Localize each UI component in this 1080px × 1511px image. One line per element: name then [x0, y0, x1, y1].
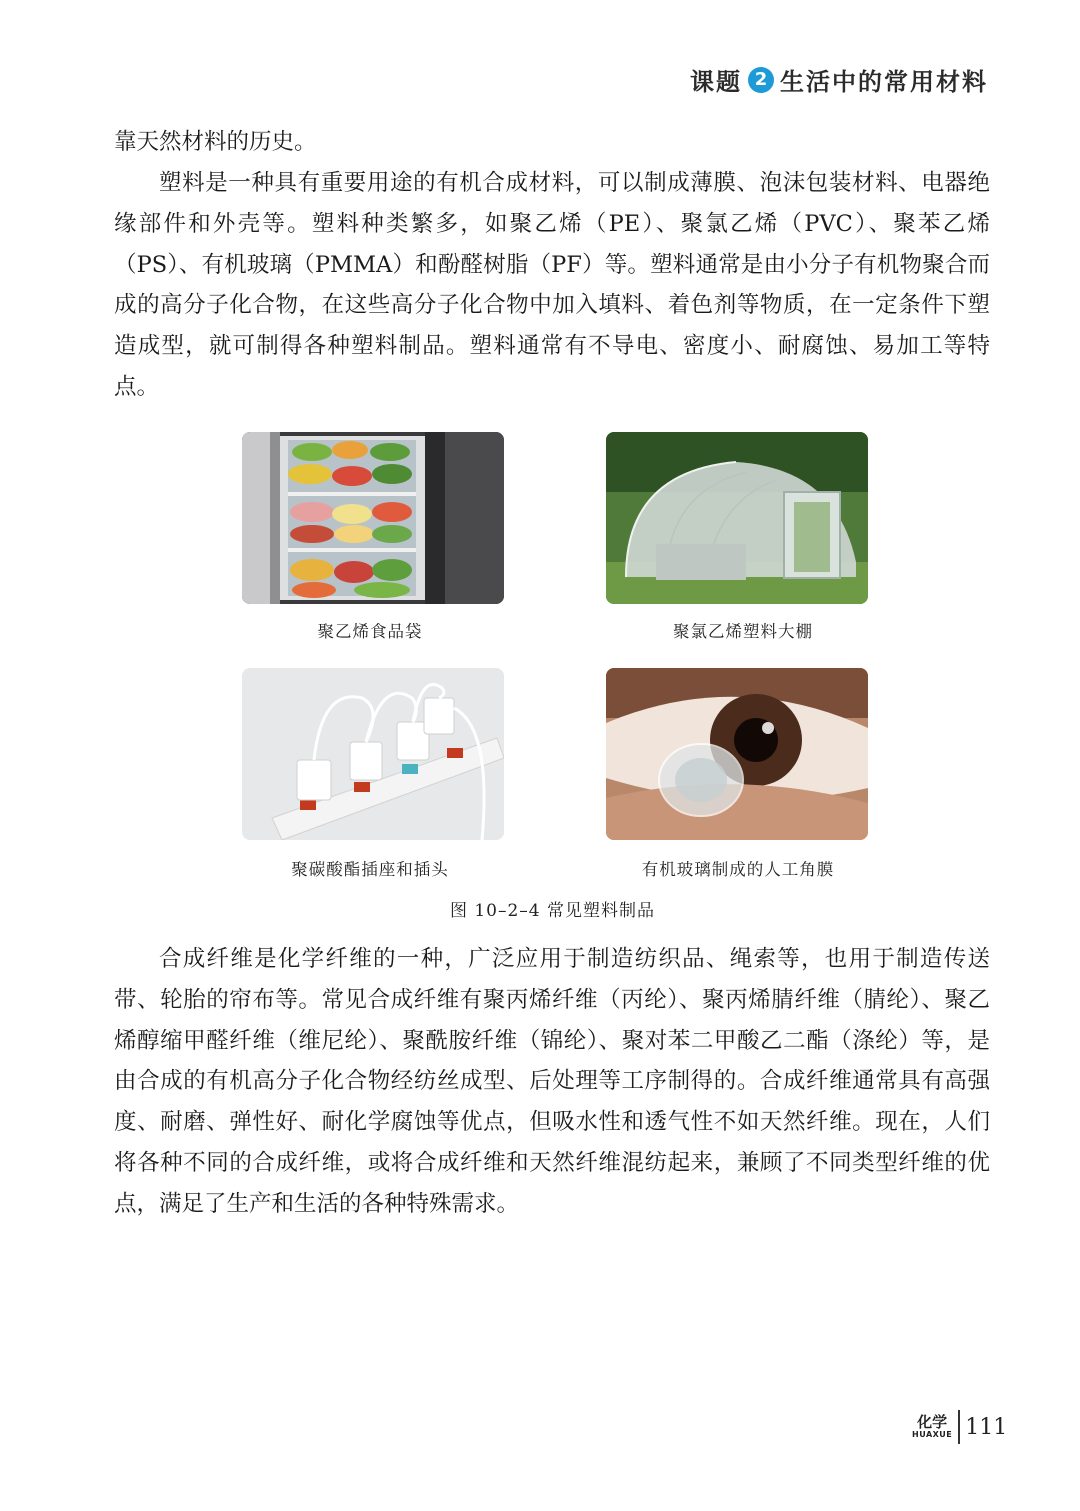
lesson-header — [690, 62, 988, 97]
photo-pc-sockets — [242, 668, 504, 840]
paragraph-plastics: 塑料是一种具有重要用途的有机合成材料，可以制成薄膜、泡沫包装材料、电器绝缘部件和外壳等。塑料种类繁多，如聚乙烯（PE）、聚氯乙烯（PVC）、聚苯乙烯（PS）、有机玻璃（PMMA）和酚醛树脂（PF）等。塑料通常是由小分子有机物聚合而成的高分子化合物，在这些高分子化合物中加入填料、着色剂等物质，在一定条件下塑造成型，就可制得各种塑料制品。塑料通常有不导电、密度小、耐腐蚀、易加工等特点。 — [114, 170, 990, 400]
paragraph-synthetic-fibers: 合成纤维是化学纤维的一种，广泛应用于制造纺织品、绳索等，也用于制造传送带、轮胎的帘布等。常见合成纤维有聚丙烯纤维（丙纶）、聚丙烯腈纤维（腈纶）、聚乙烯醇缩甲醛纤维（维尼纶）、聚酰胺纤维（锦纶）、聚对苯二甲酸乙二酯（涤纶）等，是由合成的有机高分子化合物经纺丝成型、后处理等工序制得的。合成纤维通常具有高强度、耐磨、弹性好、耐化学腐蚀等优点，但吸水性和透气性不如天然纤维。现在，人们将各种不同的合成纤维，或将合成纤维和天然纤维混纺起来，兼顾了不同类型纤维的优点，满足了生产和生活的各种特殊需求。 — [114, 946, 990, 1217]
subject-cn: 化学 — [917, 1413, 948, 1431]
lesson-prefix: 课题 — [690, 68, 742, 96]
caption-pmma-cornea: 有机玻璃制成的人工角膜 — [641, 860, 835, 879]
caption-pc-sockets: 聚碳酸酯插座和插头 — [291, 860, 449, 879]
figure-caption: 图 10–2–4 常见塑料制品 — [449, 901, 656, 921]
paragraph-continued: 靠天然材料的历史。 — [114, 129, 317, 155]
subject-en: HUAXUE — [912, 1430, 953, 1439]
page-footer — [912, 1410, 1007, 1444]
lesson-number-badge: 2 — [748, 67, 774, 93]
footer-divider — [958, 1410, 960, 1444]
photo-pmma-cornea — [606, 668, 868, 840]
caption-pvc-greenhouse: 聚氯乙烯塑料大棚 — [673, 622, 813, 641]
subject-label — [912, 1414, 952, 1440]
photo-pe-food-bags — [242, 432, 504, 604]
lesson-title: 生活中的常用材料 — [780, 68, 988, 96]
photo-pvc-greenhouse — [606, 432, 868, 604]
page-number: 111 — [965, 1414, 1008, 1440]
caption-pe-food-bags: 聚乙烯食品袋 — [317, 622, 423, 641]
